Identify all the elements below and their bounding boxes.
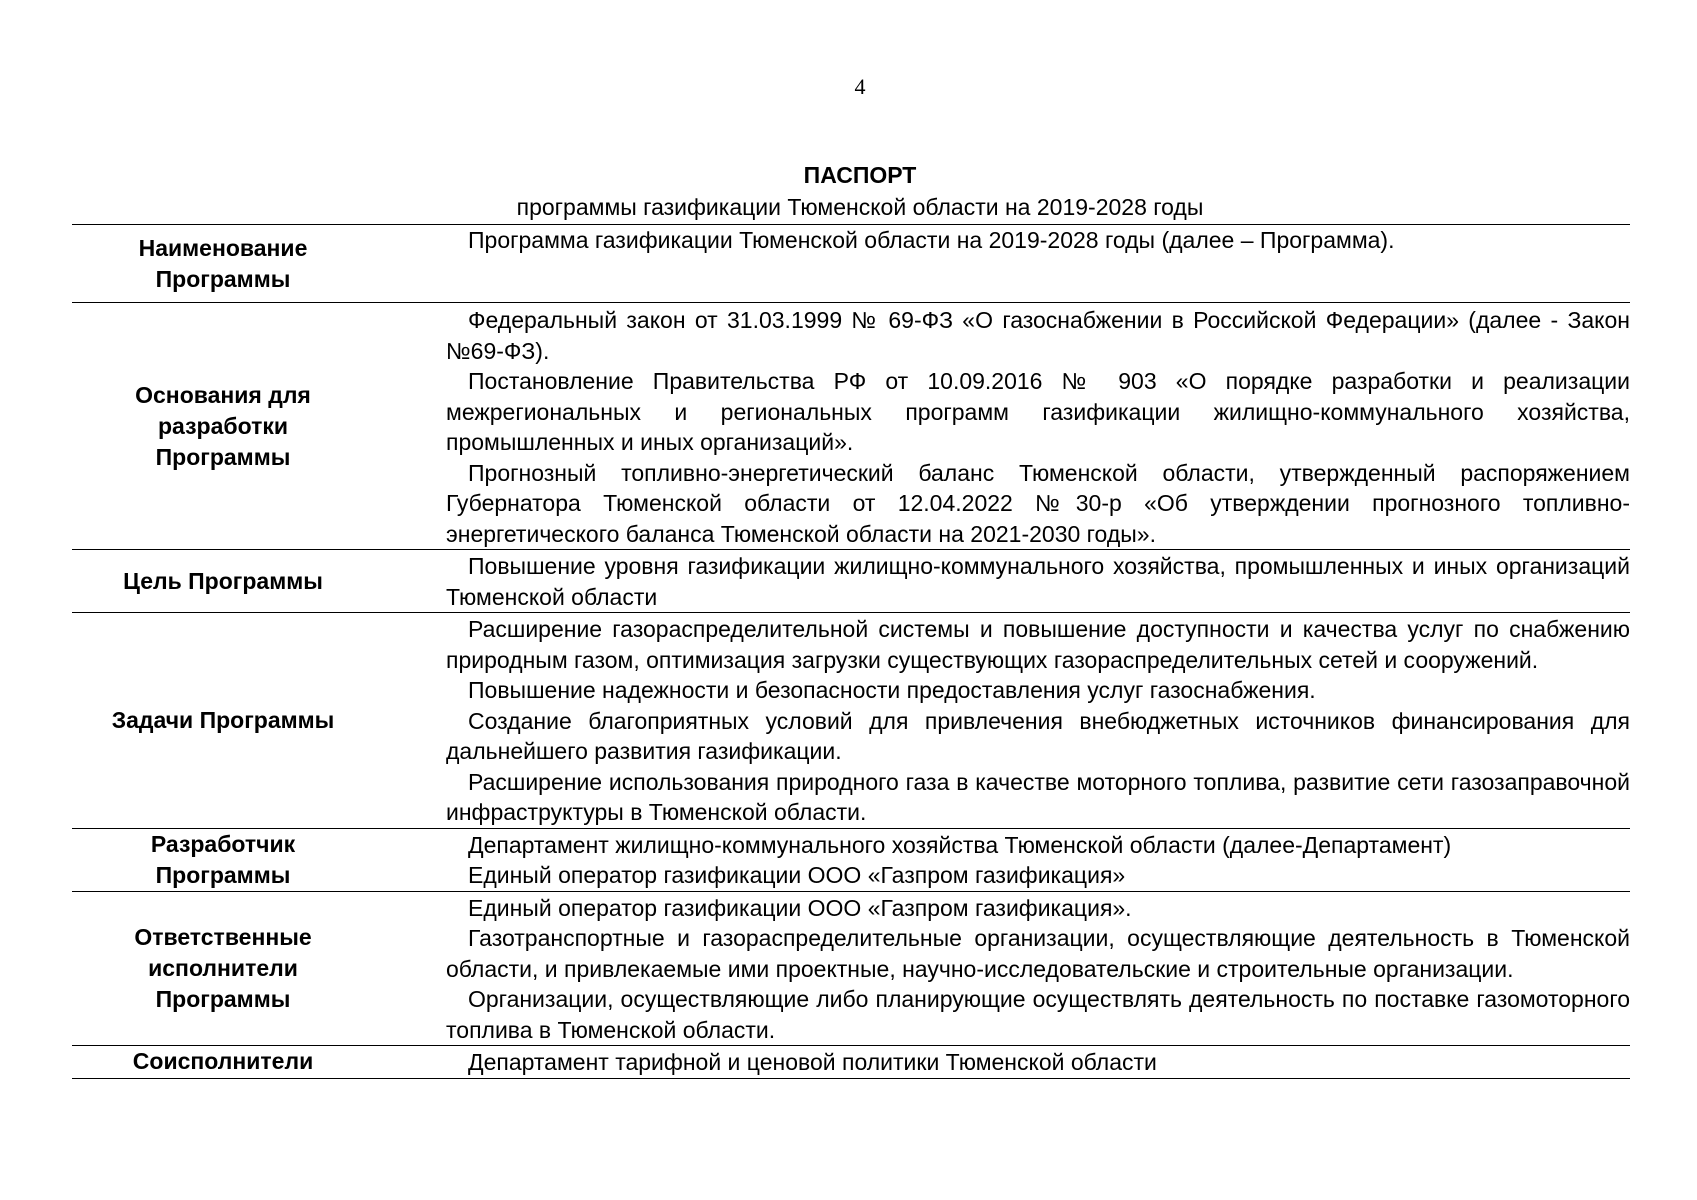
row-label: Разработчик Программы <box>150 830 296 888</box>
paragraph: Единый оператор газификации ООО «Газпром газификация». <box>468 894 1132 921</box>
row-tasks <box>72 613 1630 829</box>
paragraph: Единый оператор газификации ООО «Газпром газификация» <box>468 862 1126 888</box>
row-label: Задачи Программы <box>111 706 335 733</box>
paragraph: Повышение надежности и безопасности предоставления услуг газоснабжения. <box>468 677 1316 703</box>
paragraph: Программа газификации Тюменской области на 2019-2028 годы (далее – Программа). <box>468 227 1395 253</box>
paragraph: Газотранспортные и газораспределительные организации, осуществляющие деятельность в Тюменской области, и привлекаемые ими проектные, научно-исследовательские и строительные организации. <box>446 925 1630 982</box>
row-content <box>446 613 1630 828</box>
document-title: ПАСПОРТ <box>803 162 917 188</box>
row-label: Соисполнители <box>132 1048 314 1075</box>
paragraph: Создание благоприятных условий для привлечения внебюджетных источников финансирования для дальнейшего развития газификации. <box>446 707 1630 764</box>
document-subtitle: программы газификации Тюменской области на 2019-2028 годы <box>516 194 1204 220</box>
row-label: Основания для разработки Программы <box>135 381 311 470</box>
row-basis <box>72 303 1630 550</box>
row-developer <box>72 829 1630 892</box>
row-goal <box>72 550 1630 613</box>
row-content <box>446 225 1630 302</box>
page-number: 4 <box>854 74 866 99</box>
paragraph: Департамент тарифной и ценовой политики Тюменской области <box>468 1049 1157 1075</box>
row-label: Цель Программы <box>123 567 323 594</box>
row-label: Наименование Программы <box>138 235 308 292</box>
row-content <box>446 892 1630 1046</box>
row-program-name <box>72 225 1630 303</box>
paragraph: Департамент жилищно-коммунального хозяйства Тюменской области (далее-Департамент) <box>468 831 1452 858</box>
paragraph: Расширение использования природного газа в качестве моторного топлива, развитие сети газозаправочной инфраструктуры в Тюменской области. <box>446 768 1630 825</box>
paragraph: Повышение уровня газификации жилищно-коммунального хозяйства, промышленных и иных организаций Тюменской области <box>446 553 1630 610</box>
passport-table <box>72 224 1630 1079</box>
row-content <box>446 1046 1630 1078</box>
row-co-executors <box>72 1046 1630 1079</box>
paragraph: Постановление Правительства РФ от 10.09.2016 № 903 «О порядке разработки и реализации межрегиональных и региональных программ газификации жилищно-коммунального хозяйства, промышленных и иных организаций». <box>446 368 1630 455</box>
paragraph: Организации, осуществляющие либо планирующие осуществлять деятельность по поставке газомоторного топлива в Тюменской области. <box>446 986 1630 1043</box>
row-content <box>446 550 1630 612</box>
row-label: Ответственные исполнители Программы <box>134 923 312 1012</box>
row-content <box>446 829 1630 891</box>
paragraph: Расширение газораспределительной системы и повышение доступности и качества услуг по снабжению природным газом, оптимизация загрузки существующих газораспределительных сетей и сооружений. <box>446 616 1630 673</box>
paragraph: Прогнозный топливно-энергетический баланс Тюменской области, утвержденный распоряжением Губернатора Тюменской области от 12.04.2022 №30-р «Об утверждении прогнозного топливно-энергетического баланса Тюменской области на 2021-2030 годы». <box>446 459 1630 547</box>
paragraph: Федеральный закон от 31.03.1999 № 69-ФЗ «О газоснабжении в Российской Федерации» (далее - Закон №69-ФЗ). <box>446 307 1630 364</box>
row-content <box>446 303 1630 549</box>
row-executors <box>72 892 1630 1047</box>
